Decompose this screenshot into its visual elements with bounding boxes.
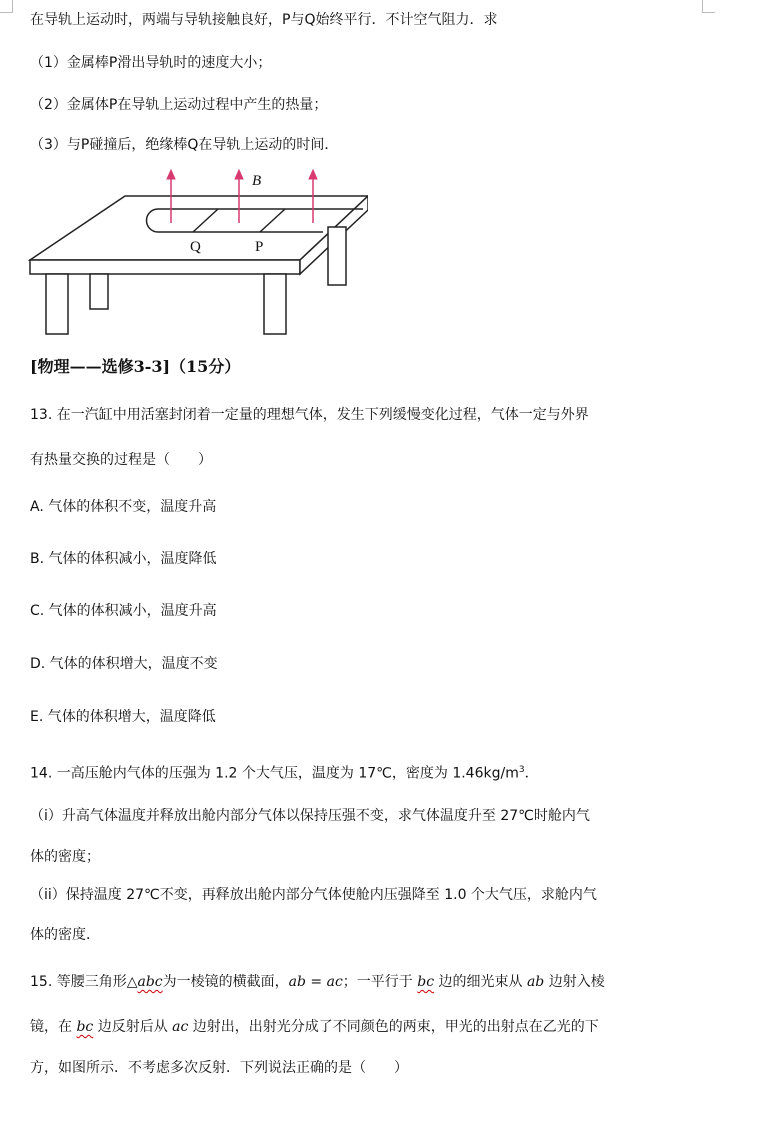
- q15-l1-b: 为一棱镜的横截面，: [162, 974, 289, 990]
- q15-line-1: [30, 972, 605, 992]
- q15-l1-abc: abc: [137, 974, 163, 990]
- question-part-3: （3）与P碰撞后，绝缘棒Q在导轨上运动的时间．: [30, 137, 339, 153]
- q13-stem-line-2: 有热量交换的过程是（ ）: [30, 452, 212, 468]
- q13-option-a: A. 气体的体积不变，温度升高: [30, 499, 217, 515]
- q14-stem-main: 14. 一高压舱内气体的压强为 1.2 个大气压，温度为 17℃，密度为 1.46kg/m: [30, 765, 519, 782]
- q14-stem: [30, 760, 539, 784]
- question-part-1: （1）金属棒P滑出导轨时的速度大小；: [30, 55, 272, 71]
- q13-option-b: B. 气体的体积减小，温度降低: [30, 551, 217, 567]
- q15-l2-a: 镜，在: [30, 1019, 77, 1035]
- q14-part-i-line-2: 体的密度；: [30, 849, 100, 865]
- q14-stem-sup: 3: [518, 765, 525, 775]
- q14-part-i-line-1: （i）升高气体温度并释放出舱内部分气体以保持压强不变，求气体温度升至 27℃时舱内气: [30, 808, 590, 824]
- label-p: P: [255, 239, 264, 255]
- q15-l1-c: ；一平行于: [342, 974, 418, 990]
- table-front-edge: [30, 260, 300, 274]
- q13-option-e: E. 气体的体积增大，温度降低: [30, 709, 216, 725]
- rail-table-figure: [28, 165, 368, 340]
- q15-line-2: [30, 1017, 599, 1037]
- page-corner-mark-left: [0, 0, 13, 13]
- q15-l2-b: 边反射后从: [93, 1019, 173, 1035]
- q14-part-ii-line-2: 体的密度．: [30, 927, 100, 943]
- page-corner-mark-right: [702, 0, 715, 13]
- q13-option-d: D. 气体的体积增大，温度不变: [30, 656, 218, 672]
- label-b: B: [252, 173, 262, 189]
- q15-l1-a: 15. 等腰三角形△: [30, 974, 138, 990]
- label-q: Q: [190, 239, 201, 255]
- q15-l1-ac: ac: [326, 974, 343, 990]
- table-leg-front-right: [264, 274, 286, 334]
- q15-l1-e: 边射入棱: [544, 974, 605, 990]
- text-line-1: 在导轨上运动时，两端与导轨接触良好，P与Q始终平行．不计空气阻力．求: [30, 12, 498, 28]
- q15-l1-d: 边的细光束从: [434, 974, 527, 990]
- q15-l2-c: 边射出，出射光分成了不同颜色的两束，甲光的出射点在乙光的下: [188, 1019, 599, 1035]
- table-leg-back-left: [90, 274, 108, 309]
- q15-l2-ac: ac: [172, 1019, 189, 1035]
- q14-part-ii-line-1: （ii）保持温度 27℃不变，再释放出舱内部分气体使舱内压强降至 1.0 个大气压，求舱内气: [30, 887, 597, 903]
- q15-l1-eq: =: [305, 974, 327, 990]
- table-leg-back-right: [328, 227, 346, 285]
- q13-option-c: C. 气体的体积减小，温度升高: [30, 603, 217, 619]
- q15-l1-bc: bc: [417, 974, 435, 990]
- section-heading: [物理——选修3-3]（15分）: [30, 357, 241, 376]
- q15-line-3: 方，如图所示．不考虑多次反射．下列说法正确的是（ ）: [30, 1060, 408, 1076]
- question-part-2: （2）金属体P在导轨上运动过程中产生的热量；: [30, 97, 328, 113]
- q15-l1-ab: ab: [288, 974, 306, 990]
- q13-stem-line-1: 13. 在一汽缸中用活塞封闭着一定量的理想气体，发生下列缓慢变化过程，气体一定与外界: [30, 407, 589, 423]
- table-leg-front-left: [46, 274, 68, 334]
- q15-l2-bc: bc: [76, 1019, 94, 1035]
- q15-l1-ab2: ab: [526, 974, 545, 990]
- q14-stem-end: ．: [524, 765, 539, 782]
